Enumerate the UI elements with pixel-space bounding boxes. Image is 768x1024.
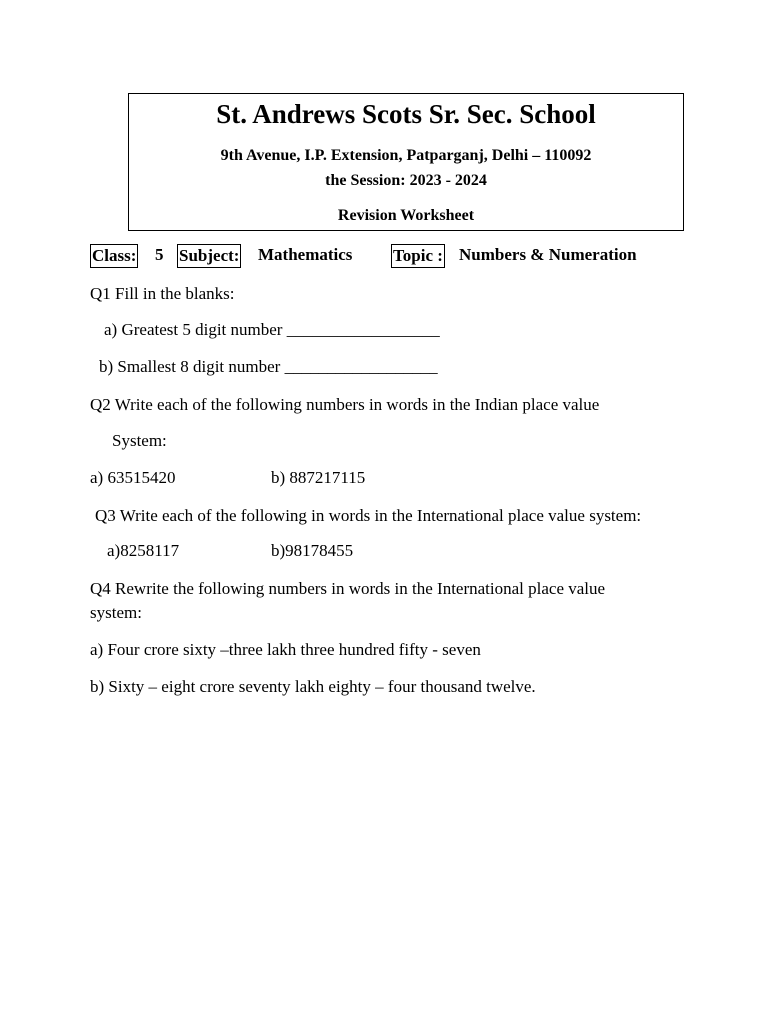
q4-item-a: a) Four crore sixty –three lakh three hundred fifty - seven <box>90 640 481 659</box>
topic-value: Numbers & Numeration <box>459 245 637 264</box>
q3-item-a: a)8258117 <box>107 541 180 560</box>
school-address: 9th Avenue, I.P. Extension, Patparganj, Delhi – 110092 <box>220 147 592 164</box>
q1-item-a: a) Greatest 5 digit number __________________ <box>104 320 440 339</box>
class-value: 5 <box>155 245 164 264</box>
q3-item-b: b)98178455 <box>271 541 354 560</box>
q4-prompt-continued: system: <box>90 603 142 622</box>
q1-prompt: Q1 Fill in the blanks: <box>90 284 235 303</box>
q2-item-b: b) 887217115 <box>271 468 366 487</box>
q2-prompt-continued: System: <box>112 431 167 450</box>
q4-prompt: Q4 Rewrite the following numbers in words in the International place value <box>90 579 606 598</box>
topic-label: Topic : <box>391 244 445 268</box>
q4-item-b: b) Sixty – eight crore seventy lakh eighty – four thousand twelve. <box>90 677 536 696</box>
subject-label: Subject: <box>177 244 241 268</box>
class-label: Class: <box>90 244 138 268</box>
school-name: St. Andrews Scots Sr. Sec. School <box>216 99 596 129</box>
q2-item-a: a) 63515420 <box>90 468 176 487</box>
q2-prompt: Q2 Write each of the following numbers in words in the Indian place value <box>90 395 600 414</box>
header-box <box>128 93 684 231</box>
q1-item-b: b) Smallest 8 digit number __________________ <box>99 357 438 376</box>
subject-value: Mathematics <box>258 245 353 264</box>
session-line: the Session: 2023 - 2024 <box>325 172 487 189</box>
q3-prompt: Q3 Write each of the following in words in the International place value system: <box>95 506 642 525</box>
worksheet-title: Revision Worksheet <box>337 207 475 224</box>
